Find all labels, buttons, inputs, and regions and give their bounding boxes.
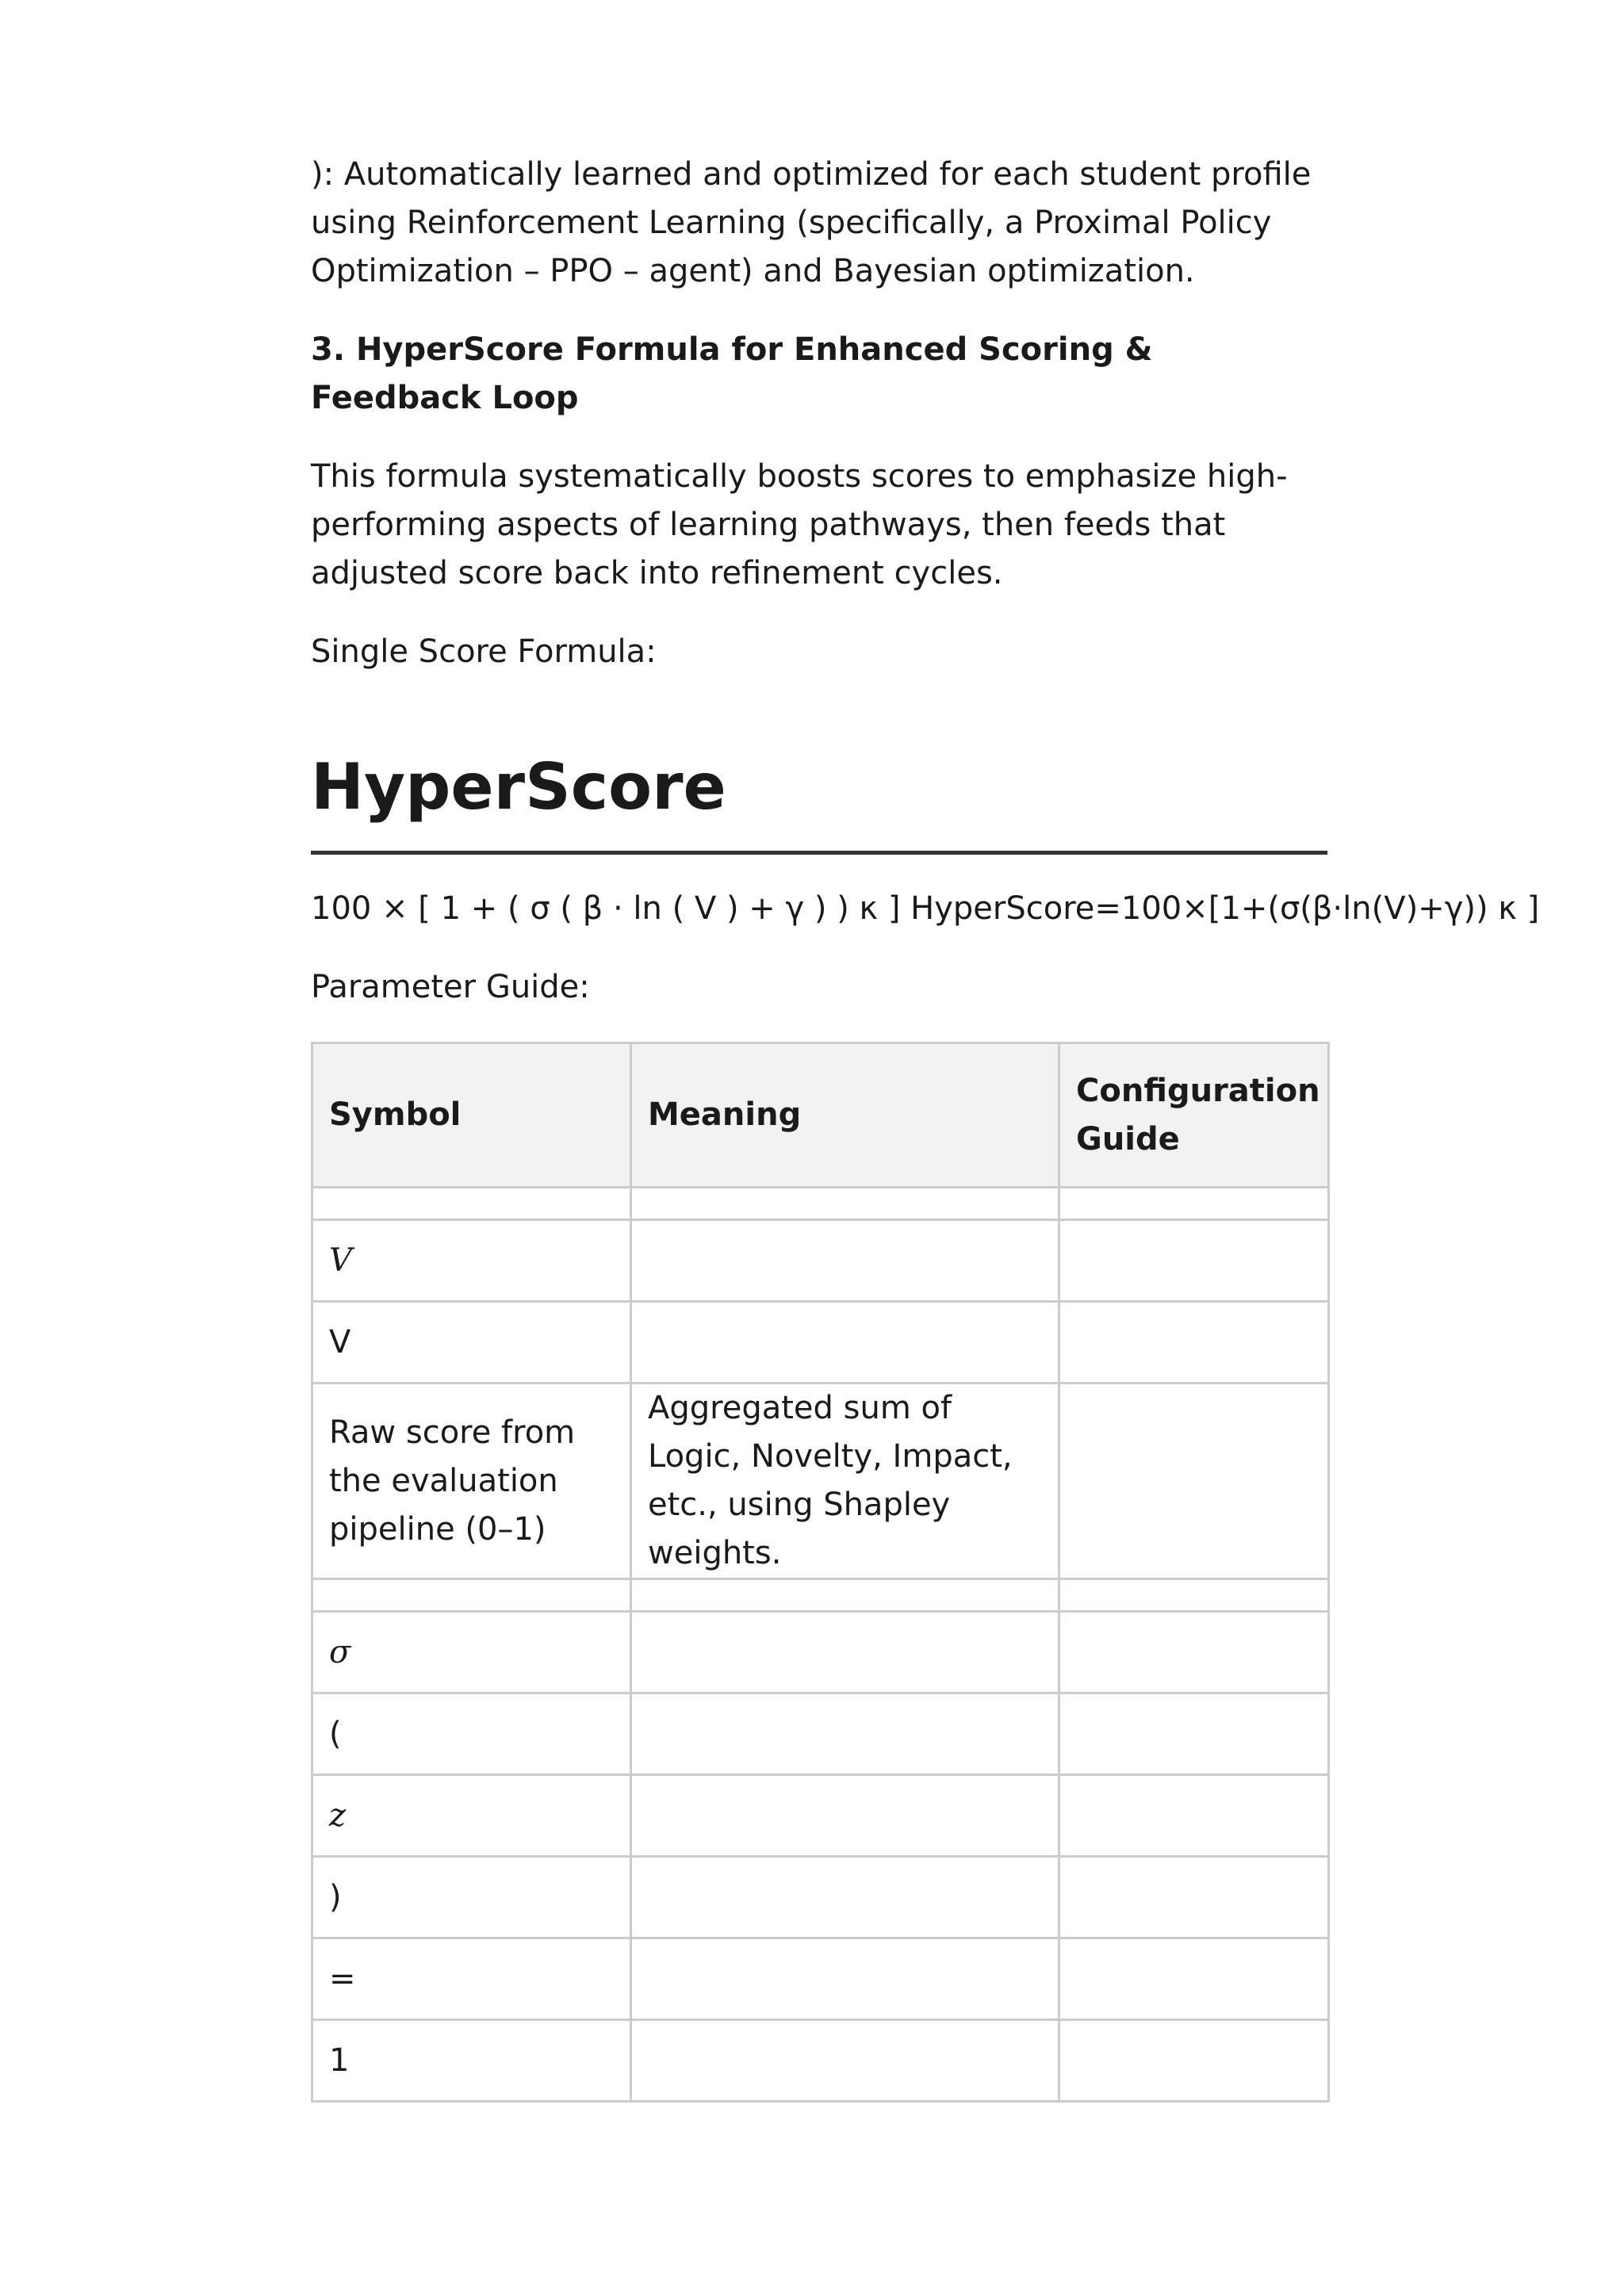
table-row xyxy=(312,1383,1329,1579)
cell-guide xyxy=(1059,1383,1329,1579)
table-row xyxy=(312,1938,1329,2020)
cell-guide xyxy=(1059,1612,1329,1693)
cell-symbol: V xyxy=(312,1220,631,1302)
parameter-guide-label: Parameter Guide: xyxy=(311,969,590,1005)
formula-line xyxy=(311,885,1540,933)
header-configuration-guide: Configuration Guide xyxy=(1059,1043,1329,1188)
cell-meaning xyxy=(631,1857,1059,1938)
table-header-row xyxy=(312,1043,1329,1188)
header-symbol: Symbol xyxy=(312,1043,631,1188)
cell-meaning: Aggregated sum of Logic, Novelty, Impact, etc., using Shapley weights. xyxy=(631,1383,1059,1579)
cell-symbol: z xyxy=(312,1775,631,1857)
cell-guide xyxy=(1059,2020,1329,2102)
cell-meaning xyxy=(631,1612,1059,1693)
cell-symbol: σ xyxy=(312,1612,631,1693)
cell-symbol: ( xyxy=(312,1693,631,1775)
cell-guide xyxy=(1059,1188,1329,1220)
cell-symbol: 1 xyxy=(312,2020,631,2102)
cell-meaning xyxy=(631,1938,1059,2020)
cell-guide xyxy=(1059,1302,1329,1383)
formula-title: HyperScore xyxy=(311,748,1327,855)
cell-guide xyxy=(1059,1220,1329,1302)
cell-guide xyxy=(1059,1775,1329,1857)
table-row xyxy=(312,1693,1329,1775)
cell-guide xyxy=(1059,1857,1329,1938)
cell-symbol xyxy=(312,1579,631,1612)
formula-plain-text: HyperScore=100×[1+(σ(β·ln(V)+γ)) κ ] xyxy=(910,890,1540,927)
cell-guide xyxy=(1059,1938,1329,2020)
table-row xyxy=(312,1857,1329,1938)
cell-guide xyxy=(1059,1693,1329,1775)
section-description: This formula systematically boosts scores to emphasize high-performing aspects of learning pathways, then feeds that adjusted score back into refinement cycles. xyxy=(311,458,1288,591)
table-row xyxy=(312,1220,1329,1302)
cell-symbol: = xyxy=(312,1938,631,2020)
cell-meaning xyxy=(631,2020,1059,2102)
cell-meaning xyxy=(631,1693,1059,1775)
cell-guide xyxy=(1059,1579,1329,1612)
cell-meaning xyxy=(631,1302,1059,1383)
table-row xyxy=(312,1302,1329,1383)
document-page xyxy=(311,151,1540,2103)
cell-symbol xyxy=(312,1188,631,1220)
table-row xyxy=(312,2020,1329,2102)
intro-paragraph: ): Automatically learned and optimized for each student profile using Reinforcement Learning (specifically, a Proximal Policy Optimization – PPO – agent) and Bayesian optimization. xyxy=(311,156,1312,289)
section-heading: 3. HyperScore Formula for Enhanced Scoring & Feedback Loop xyxy=(311,331,1153,416)
table-row xyxy=(312,1612,1329,1693)
parameter-table xyxy=(311,1042,1330,2103)
cell-meaning xyxy=(631,1775,1059,1857)
cell-symbol: ) xyxy=(312,1857,631,1938)
single-score-label: Single Score Formula: xyxy=(311,633,657,670)
header-meaning: Meaning xyxy=(631,1043,1059,1188)
table-row xyxy=(312,1775,1329,1857)
formula-rendered-math: 100 × [ 1 + ( σ ( β · ln ( V ) + γ ) ) κ ] xyxy=(311,890,901,927)
cell-meaning xyxy=(631,1220,1059,1302)
cell-meaning xyxy=(631,1188,1059,1220)
cell-symbol: V xyxy=(312,1302,631,1383)
cell-symbol: Raw score from the evaluation pipeline (0–1) xyxy=(312,1383,631,1579)
table-row xyxy=(312,1188,1329,1220)
table-row xyxy=(312,1579,1329,1612)
cell-meaning xyxy=(631,1579,1059,1612)
